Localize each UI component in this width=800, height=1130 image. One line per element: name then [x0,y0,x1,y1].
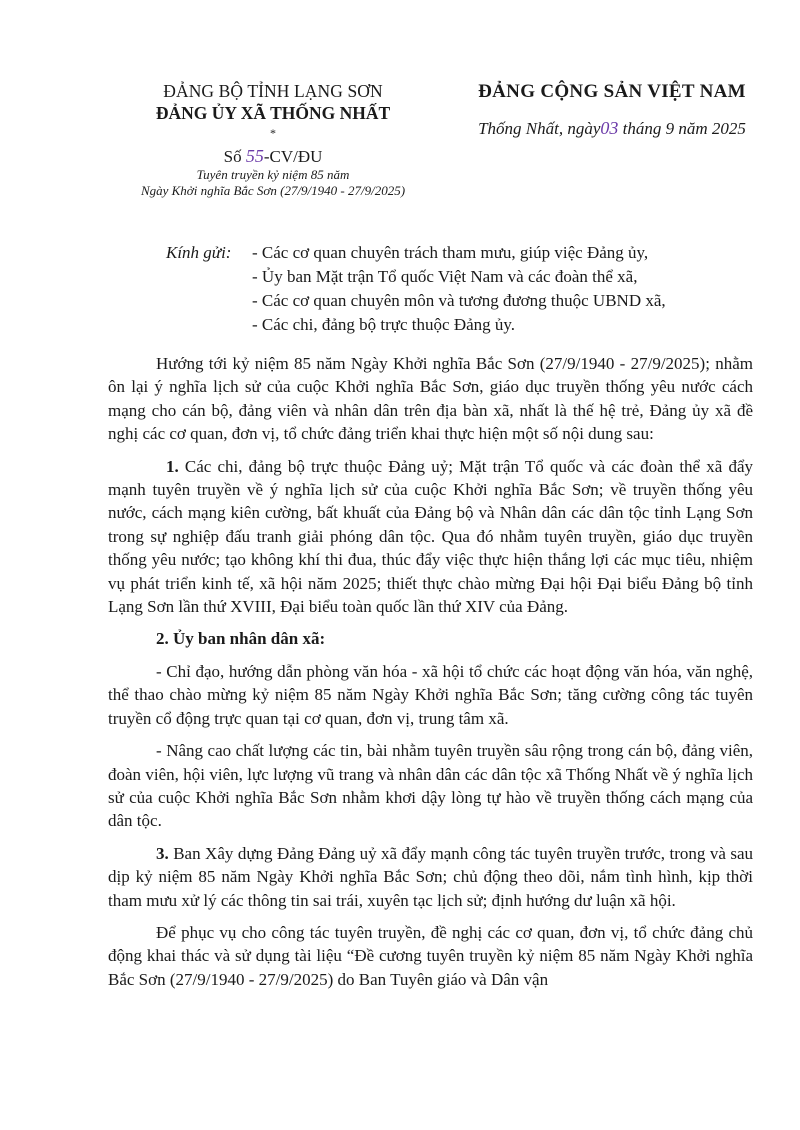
recipient-row [166,265,726,289]
issuer-block [108,80,438,199]
recipient-item: - Các chi, đảng bộ trực thuộc Đảng ủy. [252,315,516,334]
item-1-text: Các chi, đảng bộ trực thuộc Đảng uỷ; Mặt trận Tổ quốc và các đoàn thể xã đẩy mạnh tuyên truyền về ý nghĩa lịch sử của cuộc Khởi nghĩa Bắc Sơn; về truyền thống yêu nước, cách mạng kiên cường, bất khuất của Đảng bộ và Nhân dân các dân tộc tỉnh Lạng Sơn trong sự nghiệp đấu tranh giải phóng dân tộc. Qua đó nhằm tuyên truyền, giáo dục truyền thống yêu nước; tạo không khí thi đua, thúc đẩy việc thực hiện thắng lợi các mục tiêu, nhiệm vụ phát triển kinh tế, xã hội năm 2025; thiết thực chào mừng Đại hội Đại biểu Đảng bộ tỉnh Lạng Sơn lần thứ XVIII, Đại biểu toàn quốc lần thứ XIV của Đảng. [108,456,753,617]
doc-no-suffix: -CV/ĐU [263,147,323,166]
party-name: ĐẢNG CỘNG SẢN VIỆT NAM [478,81,746,102]
org-parent: ĐẢNG BỘ TỈNH LẠNG SƠN [163,81,383,101]
place-prefix: Thống Nhất, ngày [478,119,601,138]
item-2-heading [108,627,753,650]
day-handwritten: 03 [600,118,619,138]
item-1-paragraph [108,455,753,619]
recipient-item: - Các cơ quan chuyên trách tham mưu, giúp việc Đảng ủy, [252,243,649,262]
document-number [108,146,438,167]
party-block [452,80,772,139]
item-3-paragraph [108,842,753,912]
item-3-number: 3. [156,843,169,863]
recipient-item: - Ủy ban Mặt trận Tổ quốc Việt Nam và các đoàn thể xã, [252,267,638,286]
place-date [452,118,772,139]
item-2-bullet-2: - Nâng cao chất lượng các tin, bài nhằm tuyên truyền sâu rộng trong cán bộ, đảng viên, đoàn viên, hội viên, lực lượng vũ trang và nhân dân các dân tộc xã Thống Nhất về ý nghĩa lịch sử của cuộc Khởi nghĩa Bắc Sơn nhằm khơi dậy lòng tự hào về truyền thống cách mạng của dân tộc. [108,741,753,831]
place-suffix: tháng 9 năm 2025 [622,119,746,138]
org-name: ĐẢNG ỦY XÃ THỐNG NHẤT [155,103,391,123]
intro-paragraph: Hướng tới kỷ niệm 85 năm Ngày Khởi nghĩa Bắc Sơn (27/9/1940 - 27/9/2025); nhằm ôn lại ý nghĩa lịch sử của cuộc Khởi nghĩa Bắc Sơn, giáo dục truyền thống yêu nước cách mạng cho cán bộ, đảng viên và nhân dân trên địa bàn xã, nhất là thế hệ trẻ, Đảng ủy xã đề nghị các cơ quan, đơn vị, tổ chức đảng triển khai thực hiện một số nội dung sau: [108,354,753,444]
recipient-row [166,289,726,313]
recipients-label: Kính gửi: [166,243,232,262]
subject-line-1: Tuyên truyền kỷ niệm 85 năm [196,167,350,182]
item-1-number: 1. [166,456,179,476]
item-2-bullet-1: - Chỉ đạo, hướng dẫn phòng văn hóa - xã hội tổ chức các hoạt động văn hóa, văn nghệ, thể thao chào mừng kỷ niệm 85 năm Ngày Khởi nghĩa Bắc Sơn; tăng cường công tác tuyên truyền cổ động trực quan tại cơ quan, đơn vị, trung tâm xã. [108,661,753,728]
doc-no-prefix: Số [223,147,242,166]
letter-body [108,352,753,1000]
doc-no-handwritten: 55 [245,146,264,166]
item-2-heading-text: 2. Ủy ban nhân dân xã: [156,629,326,649]
recipients [166,241,726,337]
item-3-text: Ban Xây dựng Đảng Đảng uỷ xã đẩy mạnh công tác tuyên truyền trước, trong và sau dịp kỷ niệm 85 năm Ngày Khởi nghĩa Bắc Sơn; chủ động theo dõi, nắm tình hình, kịp thời tham mưu xử lý các thông tin sai trái, xuyên tạc lịch sử; định hướng dư luận xã hội. [108,843,753,910]
subject-line-2: Ngày Khởi nghĩa Bắc Sơn (27/9/1940 - 27/9/2025) [140,183,406,198]
recipient-row [166,313,726,337]
closing-paragraph: Để phục vụ cho công tác tuyên truyền, đề nghị các cơ quan, đơn vị, tổ chức đảng chủ động khai thác và sử dụng tài liệu “Đề cương tuyên truyền kỷ niệm 85 năm Ngày Khởi nghĩa Bắc Sơn (27/9/1940 - 27/9/2025) do Ban Tuyên giáo và Dân vận [108,922,753,989]
recipient-item: - Các cơ quan chuyên môn và tương đương thuộc UBND xã, [252,291,666,310]
recipient-row [166,241,726,265]
star-mark: * [270,126,276,140]
